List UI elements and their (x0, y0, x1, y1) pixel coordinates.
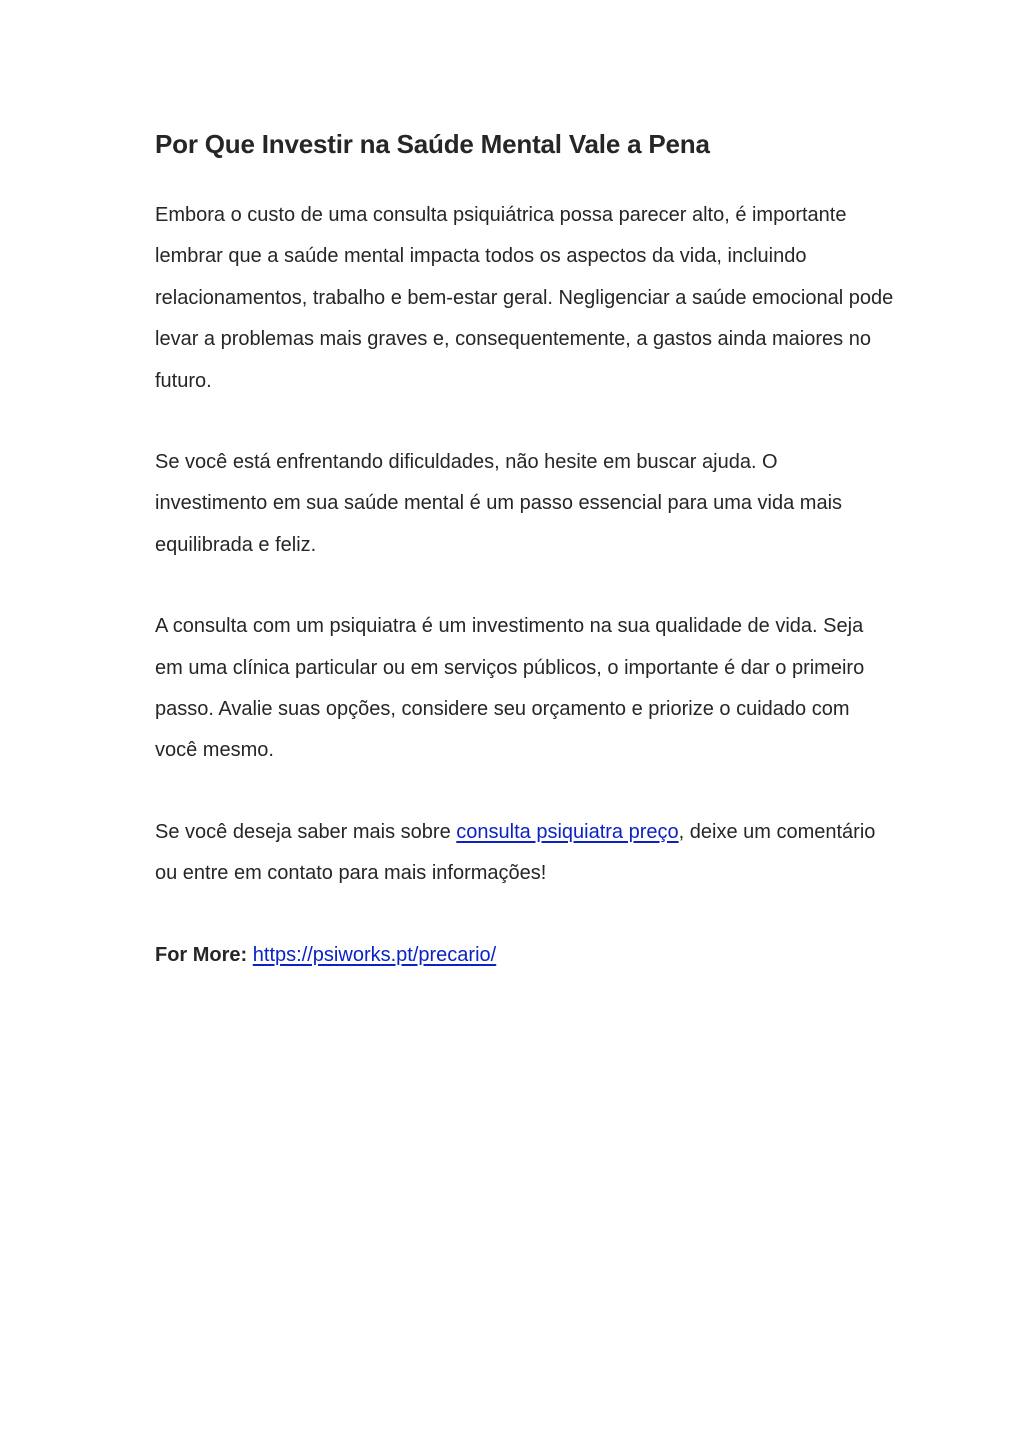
for-more-line (155, 935, 895, 976)
psiworks-precario-link[interactable]: https://psiworks.pt/precario/ (252, 943, 497, 966)
paragraph-learn-more (155, 812, 895, 895)
paragraph-cost: Embora o custo de uma consulta psiquiátrica possa parecer alto, é importante lembrar que a saúde mental impacta todos os aspectos da vida, incluindo relacionamentos, trabalho e bem-estar geral. Negligenciar a saúde emocional pode levar a problemas mais graves e, consequentemente, a gastos ainda maiores no futuro. (155, 204, 894, 392)
learn-more-text-after: , deixe um comentário ou entre em contato para mais informações! (155, 820, 876, 885)
paragraph-seek-help: Se você está enfrentando dificuldades, não hesite em buscar ajuda. O investimento em sua saúde mental é um passo essencial para uma vida mais equilibrada e feliz. (155, 451, 843, 556)
consulta-psiquiatra-preco-link[interactable]: consulta psiquiatra preço (456, 820, 679, 843)
paragraph-investment: A consulta com um psiquiatra é um investimento na sua qualidade de vida. Seja em uma clínica particular ou em serviços públicos, o importante é dar o primeiro passo. Avalie suas opções, considere seu orçamento e priorize o cuidado com você mesmo. (155, 615, 865, 762)
for-more-label: For More: (155, 943, 248, 966)
document-body (155, 124, 895, 976)
learn-more-text-before: Se você deseja saber mais sobre (155, 820, 457, 843)
page-title: Por Que Investir na Saúde Mental Vale a Pena (155, 129, 710, 159)
